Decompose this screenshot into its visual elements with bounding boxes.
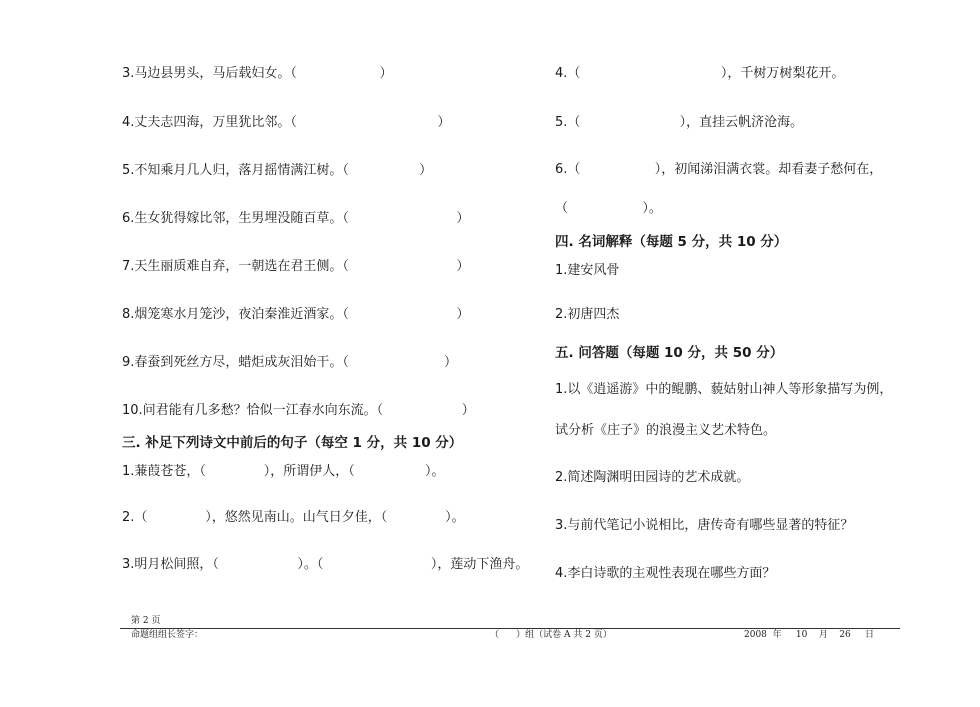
section-5-heading: 五. 问答题（每题 10 分，共 50 分）: [555, 345, 784, 361]
right-question-5: 5.（ ），直挂云帆济沧海。: [555, 115, 804, 130]
question-3: 3.马边县男头，马后载妇女。（ ）: [122, 66, 393, 81]
section-5-question-3: 3.与前代笔记小说相比，唐传奇有哪些显著的特征？: [555, 518, 854, 533]
question-9: 9.春蚕到死丝方尽，蜡炬成灰泪始干。（ ）: [122, 355, 457, 370]
page-number: 第 2 页: [131, 616, 161, 626]
section-5-question-4: 4.李白诗歌的主观性表现在哪些方面？: [555, 566, 776, 581]
group-info: （ ）组（试卷 A 共 2 页）: [490, 630, 612, 640]
question-6: 6.生女犹得嫁比邻，生男埋没随百草。（ ）: [122, 211, 470, 226]
question-5: 5.不知乘月几人归，落月摇情满江树。（ ）: [122, 163, 433, 178]
section-3-question-3: 3.明月松间照，（ ）。（ ），莲动下渔舟。: [122, 557, 529, 572]
question-10: 10.问君能有几多愁？恰似一江春水向东流。（ ）: [122, 403, 475, 418]
section-4-question-1: 1.建安风骨: [555, 263, 620, 278]
section-3-question-1: 1.蒹葭苍苍，（ ），所谓伊人，（ ）。: [122, 464, 445, 479]
right-question-6a: 6.（ ），初闻涕泪满衣裳。却看妻子愁何在，: [555, 162, 883, 177]
exam-date: 2008 年 10 月 26 日: [744, 630, 875, 640]
section-4-heading: 四. 名词解释（每题 5 分，共 10 分）: [555, 234, 788, 250]
section-4-question-2: 2.初唐四杰: [555, 307, 620, 322]
question-8: 8.烟笼寒水月笼沙，夜泊秦淮近酒家。（ ）: [122, 307, 470, 322]
right-question-6b: （ ）。: [555, 201, 662, 216]
section-5-question-2: 2.简述陶渊明田园诗的艺术成就。: [555, 470, 750, 485]
signature-label: 命题组组长签字：: [131, 630, 204, 640]
section-3-question-2: 2.（ ），悠然见南山。山气日夕佳，（ ）。: [122, 510, 465, 525]
section-5-question-1b: 试分析《庄子》的浪漫主义艺术特色。: [555, 423, 777, 438]
section-5-question-1a: 1.以《逍遥游》中的鲲鹏、藐姑射山神人等形象描写为例，: [555, 382, 893, 397]
question-4: 4.丈夫志四海，万里犹比邻。（ ）: [122, 115, 451, 130]
right-question-4: 4.（ ），千树万树梨花开。: [555, 66, 845, 81]
question-7: 7.天生丽质难自弃，一朝选在君王侧。（ ）: [122, 259, 470, 274]
footer-divider: [120, 628, 900, 629]
section-3-heading: 三. 补足下列诗文中前后的句子（每空 1 分，共 10 分）: [122, 435, 463, 451]
